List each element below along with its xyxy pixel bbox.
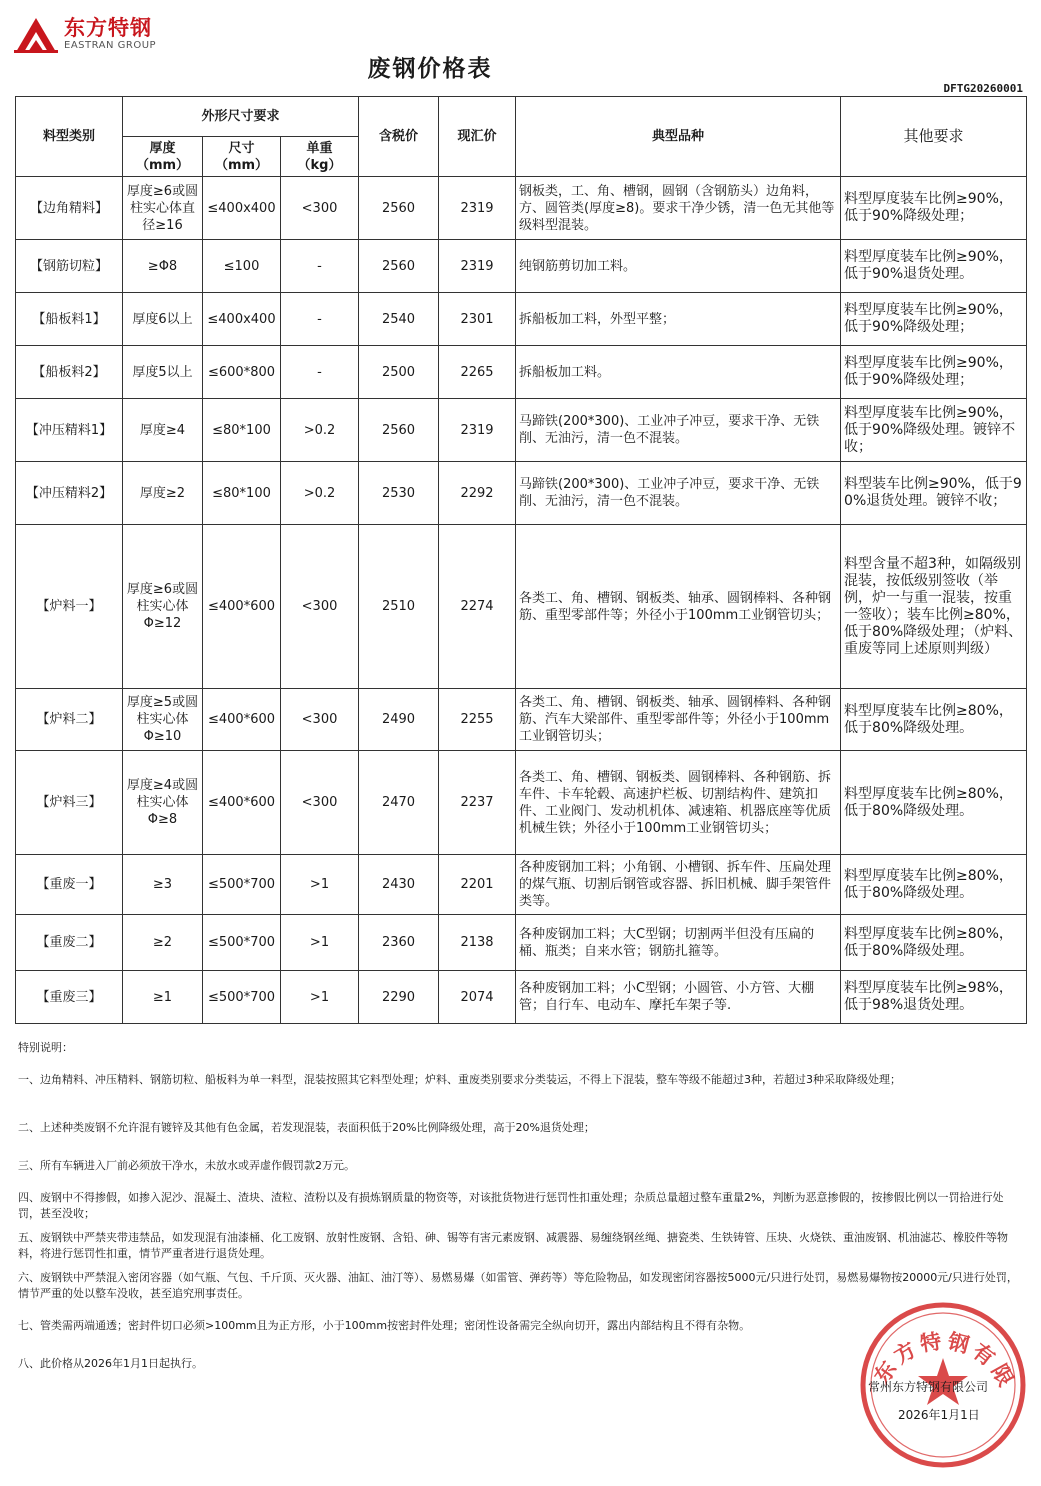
table-row bbox=[16, 346, 1027, 399]
cell-other: 料型厚度装车比例≥90%，低于90%退货处理。 bbox=[841, 240, 1027, 293]
cell-thickness: 厚度5以上 bbox=[123, 346, 203, 399]
cell-cash-price: 2201 bbox=[439, 855, 516, 915]
cell-typical-kind: 各类工、角、槽钢、钢板类、轴承、圆钢棒料、各种钢筋、汽车大梁部件、重型零部件等；外径小于100mm工业钢管切头； bbox=[516, 689, 841, 751]
note-item: 三、所有车辆进入厂前必须放干净水，未放水或弄虚作假罚款2万元。 bbox=[18, 1159, 355, 1172]
cell-weight: >1 bbox=[281, 915, 359, 971]
cell-size: ≤400*600 bbox=[203, 751, 281, 855]
table-row bbox=[16, 915, 1027, 971]
note-item: 二、上述种类废钢不允许混有镀锌及其他有色金属，若发现混装，表面积低于20%比例降级处理，高于20%退货处理； bbox=[18, 1121, 595, 1134]
cell-size: ≤500*700 bbox=[203, 855, 281, 915]
page-title: 废钢价格表 bbox=[367, 56, 493, 82]
cell-tax-price: 2470 bbox=[359, 751, 439, 855]
cell-typical-kind: 拆船板加工料，外型平整； bbox=[516, 293, 841, 346]
cell-size: ≤400x400 bbox=[203, 293, 281, 346]
company-logo bbox=[14, 14, 156, 54]
cell-thickness: ≥3 bbox=[123, 855, 203, 915]
cell-cash-price: 2255 bbox=[439, 689, 516, 751]
cell-category: 【船板料1】 bbox=[16, 293, 123, 346]
note-item: 八、此价格从2026年1月1日起执行。 bbox=[18, 1357, 203, 1370]
cell-tax-price: 2290 bbox=[359, 971, 439, 1024]
document-number: DFTG20260001 bbox=[943, 82, 1023, 95]
cell-other: 料型装车比例≥90%，低于90%退货处理。镀锌不收； bbox=[841, 462, 1027, 525]
signature-date: 2026年1月1日 bbox=[898, 1408, 980, 1422]
cell-tax-price: 2490 bbox=[359, 689, 439, 751]
cell-category: 【重废三】 bbox=[16, 971, 123, 1024]
cell-cash-price: 2292 bbox=[439, 462, 516, 525]
cell-category: 【冲压精料1】 bbox=[16, 399, 123, 462]
cell-typical-kind: 各种废钢加工料；大C型钢；切割两半但没有压扁的桶、瓶类；自来水管；钢筋扎箍等。 bbox=[516, 915, 841, 971]
cell-tax-price: 2430 bbox=[359, 855, 439, 915]
note-item: 四、废钢中不得掺假，如掺入泥沙、混凝土、渣块、渣粒、渣粉以及有损炼钢质量的物资等，对该批货物进行惩罚性扣重处理；杂质总量超过整车重量2%，判断为恶意掺假的，按掺假比例以一罚拾进行处罚，甚至没收； bbox=[18, 1191, 1004, 1220]
cell-thickness: 厚度6以上 bbox=[123, 293, 203, 346]
cell-thickness: 厚度≥6或圆柱实心体Φ≥12 bbox=[123, 525, 203, 689]
cell-typical-kind: 各种废钢加工料；小角钢、小槽钢、拆车件、压扁处理的煤气瓶、切割后钢管或容器、拆旧机械、脚手架管件类等。 bbox=[516, 855, 841, 915]
header-dimensions: 外形尺寸要求 bbox=[123, 97, 359, 137]
cell-typical-kind: 钢板类，工、角、槽钢，圆钢（含钢筋头）边角料，方、圆管类(厚度≥8)。要求干净少锈，清一色无其他等级料型混装。 bbox=[516, 177, 841, 240]
cell-weight: - bbox=[281, 346, 359, 399]
cell-category: 【冲压精料2】 bbox=[16, 462, 123, 525]
note-item: 七、管类需两端通透；密封件切口必须>100mm且为正方形，小于100mm按密封件处理；密闭性设备需完全纵向切开，露出内部结构且不得有杂物。 bbox=[18, 1319, 751, 1332]
cell-size: ≤80*100 bbox=[203, 462, 281, 525]
cell-cash-price: 2074 bbox=[439, 971, 516, 1024]
table-row bbox=[16, 462, 1027, 525]
header-tax-price: 含税价 bbox=[359, 97, 439, 177]
cell-category: 【钢筋切粒】 bbox=[16, 240, 123, 293]
cell-cash-price: 2237 bbox=[439, 751, 516, 855]
header-typical-kind: 典型品种 bbox=[516, 97, 841, 177]
cell-cash-price: 2265 bbox=[439, 346, 516, 399]
cell-tax-price: 2510 bbox=[359, 525, 439, 689]
table-row bbox=[16, 751, 1027, 855]
logo-mark-icon bbox=[14, 14, 58, 54]
cell-size: ≤500*700 bbox=[203, 971, 281, 1024]
notes-heading: 特别说明： bbox=[18, 1041, 73, 1054]
cell-size: ≤80*100 bbox=[203, 399, 281, 462]
cell-other: 料型含量不超3种，如隔级别混装，按低级别签收（举例，炉一与重一混装，按重一签收）；装车比例≥80%，低于80%降级处理；（炉料、重废等同上述原则判级） bbox=[841, 525, 1027, 689]
table-row bbox=[16, 971, 1027, 1024]
cell-tax-price: 2360 bbox=[359, 915, 439, 971]
svg-text:东方特钢有限: 东方特钢有限 bbox=[869, 1328, 1020, 1394]
cell-thickness: ≥2 bbox=[123, 915, 203, 971]
cell-thickness: 厚度≥4或圆柱实心体Φ≥8 bbox=[123, 751, 203, 855]
header-other: 其他要求 bbox=[841, 97, 1027, 177]
header-weight: 单重 （kg） bbox=[281, 137, 359, 177]
header-thickness: 厚度 （mm） bbox=[123, 137, 203, 177]
table-row bbox=[16, 293, 1027, 346]
cell-size: ≤400*600 bbox=[203, 689, 281, 751]
cell-typical-kind: 各种废钢加工料；小C型钢；小圆管、小方管、大棚管；自行车、电动车、摩托车架子等. bbox=[516, 971, 841, 1024]
note-item: 五、废钢铁中严禁夹带违禁品，如发现混有油漆桶、化工废钢、放射性废钢、含铅、砷、锡等有害元素废钢、减震器、易缠绕钢丝绳、搪瓷类、生铁铸管、压块、火烧铁、重油废钢、机油滤芯、橡胶件等物料，将进行惩罚性扣重，情节严重者进行退货处理。 bbox=[18, 1231, 1008, 1260]
cell-weight: - bbox=[281, 240, 359, 293]
cell-tax-price: 2530 bbox=[359, 462, 439, 525]
cell-thickness: 厚度≥5或圆柱实心体Φ≥10 bbox=[123, 689, 203, 751]
table-row bbox=[16, 855, 1027, 915]
cell-category: 【炉料二】 bbox=[16, 689, 123, 751]
cell-category: 【船板料2】 bbox=[16, 346, 123, 399]
cell-category: 【重废一】 bbox=[16, 855, 123, 915]
cell-category: 【炉料一】 bbox=[16, 525, 123, 689]
cell-cash-price: 2319 bbox=[439, 240, 516, 293]
cell-thickness: ≥Φ8 bbox=[123, 240, 203, 293]
cell-weight: >0.2 bbox=[281, 399, 359, 462]
cell-weight: >1 bbox=[281, 971, 359, 1024]
cell-weight: <300 bbox=[281, 177, 359, 240]
cell-size: ≤600*800 bbox=[203, 346, 281, 399]
cell-typical-kind: 纯钢筋剪切加工料。 bbox=[516, 240, 841, 293]
cell-typical-kind: 拆船板加工料。 bbox=[516, 346, 841, 399]
cell-cash-price: 2138 bbox=[439, 915, 516, 971]
cell-size: ≤400*600 bbox=[203, 525, 281, 689]
table-row bbox=[16, 525, 1027, 689]
logo-en-text: EASTRAN GROUP bbox=[64, 40, 157, 51]
logo-cn-text: 东方特钢 bbox=[64, 16, 152, 40]
cell-cash-price: 2319 bbox=[439, 177, 516, 240]
header-cash-price: 现汇价 bbox=[439, 97, 516, 177]
cell-typical-kind: 各类工、角、槽钢、钢板类、圆钢棒料、各种钢筋、拆车件、卡车轮毂、高速护栏板、切割结构件、建筑扣件、工业阀门、发动机机体、减速箱、机器底座等优质机械生铁；外径小于100mm工业钢管切头； bbox=[516, 751, 841, 855]
cell-other: 料型厚度装车比例≥90%，低于90%降级处理。镀锌不收； bbox=[841, 399, 1027, 462]
cell-weight: >1 bbox=[281, 855, 359, 915]
cell-size: ≤100 bbox=[203, 240, 281, 293]
cell-thickness: ≥1 bbox=[123, 971, 203, 1024]
cell-other: 料型厚度装车比例≥90%，低于90%降级处理； bbox=[841, 293, 1027, 346]
note-item: 六、废钢铁中严禁混入密闭容器（如气瓶、气包、千斤顶、灭火器、油缸、油汀等）、易燃易爆（如雷管、弹药等）等危险物品，如发现密闭容器按5000元/只进行处罚，易燃易爆物按20000元/只进行处罚，情节严重的处以整车没收，甚至追究刑事责任。 bbox=[18, 1271, 1018, 1300]
header-category: 料型类别 bbox=[16, 97, 123, 177]
cell-other: 料型厚度装车比例≥80%，低于80%降级处理。 bbox=[841, 751, 1027, 855]
cell-category: 【边角精料】 bbox=[16, 177, 123, 240]
cell-weight: <300 bbox=[281, 525, 359, 689]
note-item: 一、边角精料、冲压精料、钢筋切粒、船板料为单一料型，混装按照其它料型处理；炉料、重废类别要求分类装运，不得上下混装，整车等级不能超过3种，若超过3种采取降级处理； bbox=[18, 1073, 901, 1086]
signature-company: 常州东方特钢有限公司 bbox=[868, 1380, 989, 1394]
cell-cash-price: 2319 bbox=[439, 399, 516, 462]
table-row bbox=[16, 177, 1027, 240]
cell-typical-kind: 各类工、角、槽钢、钢板类、轴承、圆钢棒料、各种钢筋、重型零部件等；外径小于100mm工业钢管切头； bbox=[516, 525, 841, 689]
table-row bbox=[16, 399, 1027, 462]
cell-typical-kind: 马蹄铁(200*300)、工业冲子冲豆，要求干净、无铁削、无油污，清一色不混装。 bbox=[516, 462, 841, 525]
cell-thickness: 厚度≥2 bbox=[123, 462, 203, 525]
table-row bbox=[16, 240, 1027, 293]
cell-cash-price: 2301 bbox=[439, 293, 516, 346]
cell-tax-price: 2560 bbox=[359, 240, 439, 293]
price-table bbox=[15, 96, 1027, 1024]
cell-typical-kind: 马蹄铁(200*300)、工业冲子冲豆，要求干净、无铁削、无油污，清一色不混装。 bbox=[516, 399, 841, 462]
cell-size: ≤400x400 bbox=[203, 177, 281, 240]
cell-tax-price: 2560 bbox=[359, 399, 439, 462]
table-row bbox=[16, 689, 1027, 751]
cell-other: 料型厚度装车比例≥90%，低于90%降级处理； bbox=[841, 177, 1027, 240]
cell-thickness: 厚度≥6或圆柱实心体直径≥16 bbox=[123, 177, 203, 240]
cell-other: 料型厚度装车比例≥80%，低于80%降级处理。 bbox=[841, 689, 1027, 751]
cell-size: ≤500*700 bbox=[203, 915, 281, 971]
cell-weight: <300 bbox=[281, 751, 359, 855]
cell-cash-price: 2274 bbox=[439, 525, 516, 689]
cell-tax-price: 2560 bbox=[359, 177, 439, 240]
cell-other: 料型厚度装车比例≥80%，低于80%降级处理。 bbox=[841, 915, 1027, 971]
cell-weight: - bbox=[281, 293, 359, 346]
cell-thickness: 厚度≥4 bbox=[123, 399, 203, 462]
cell-category: 【炉料三】 bbox=[16, 751, 123, 855]
header-size: 尺寸 （mm） bbox=[203, 137, 281, 177]
cell-tax-price: 2540 bbox=[359, 293, 439, 346]
cell-other: 料型厚度装车比例≥80%，低于80%降级处理。 bbox=[841, 855, 1027, 915]
cell-weight: <300 bbox=[281, 689, 359, 751]
cell-weight: >0.2 bbox=[281, 462, 359, 525]
cell-other: 料型厚度装车比例≥90%，低于90%降级处理； bbox=[841, 346, 1027, 399]
cell-other: 料型厚度装车比例≥98%，低于98%退货处理。 bbox=[841, 971, 1027, 1024]
cell-category: 【重废二】 bbox=[16, 915, 123, 971]
cell-tax-price: 2500 bbox=[359, 346, 439, 399]
